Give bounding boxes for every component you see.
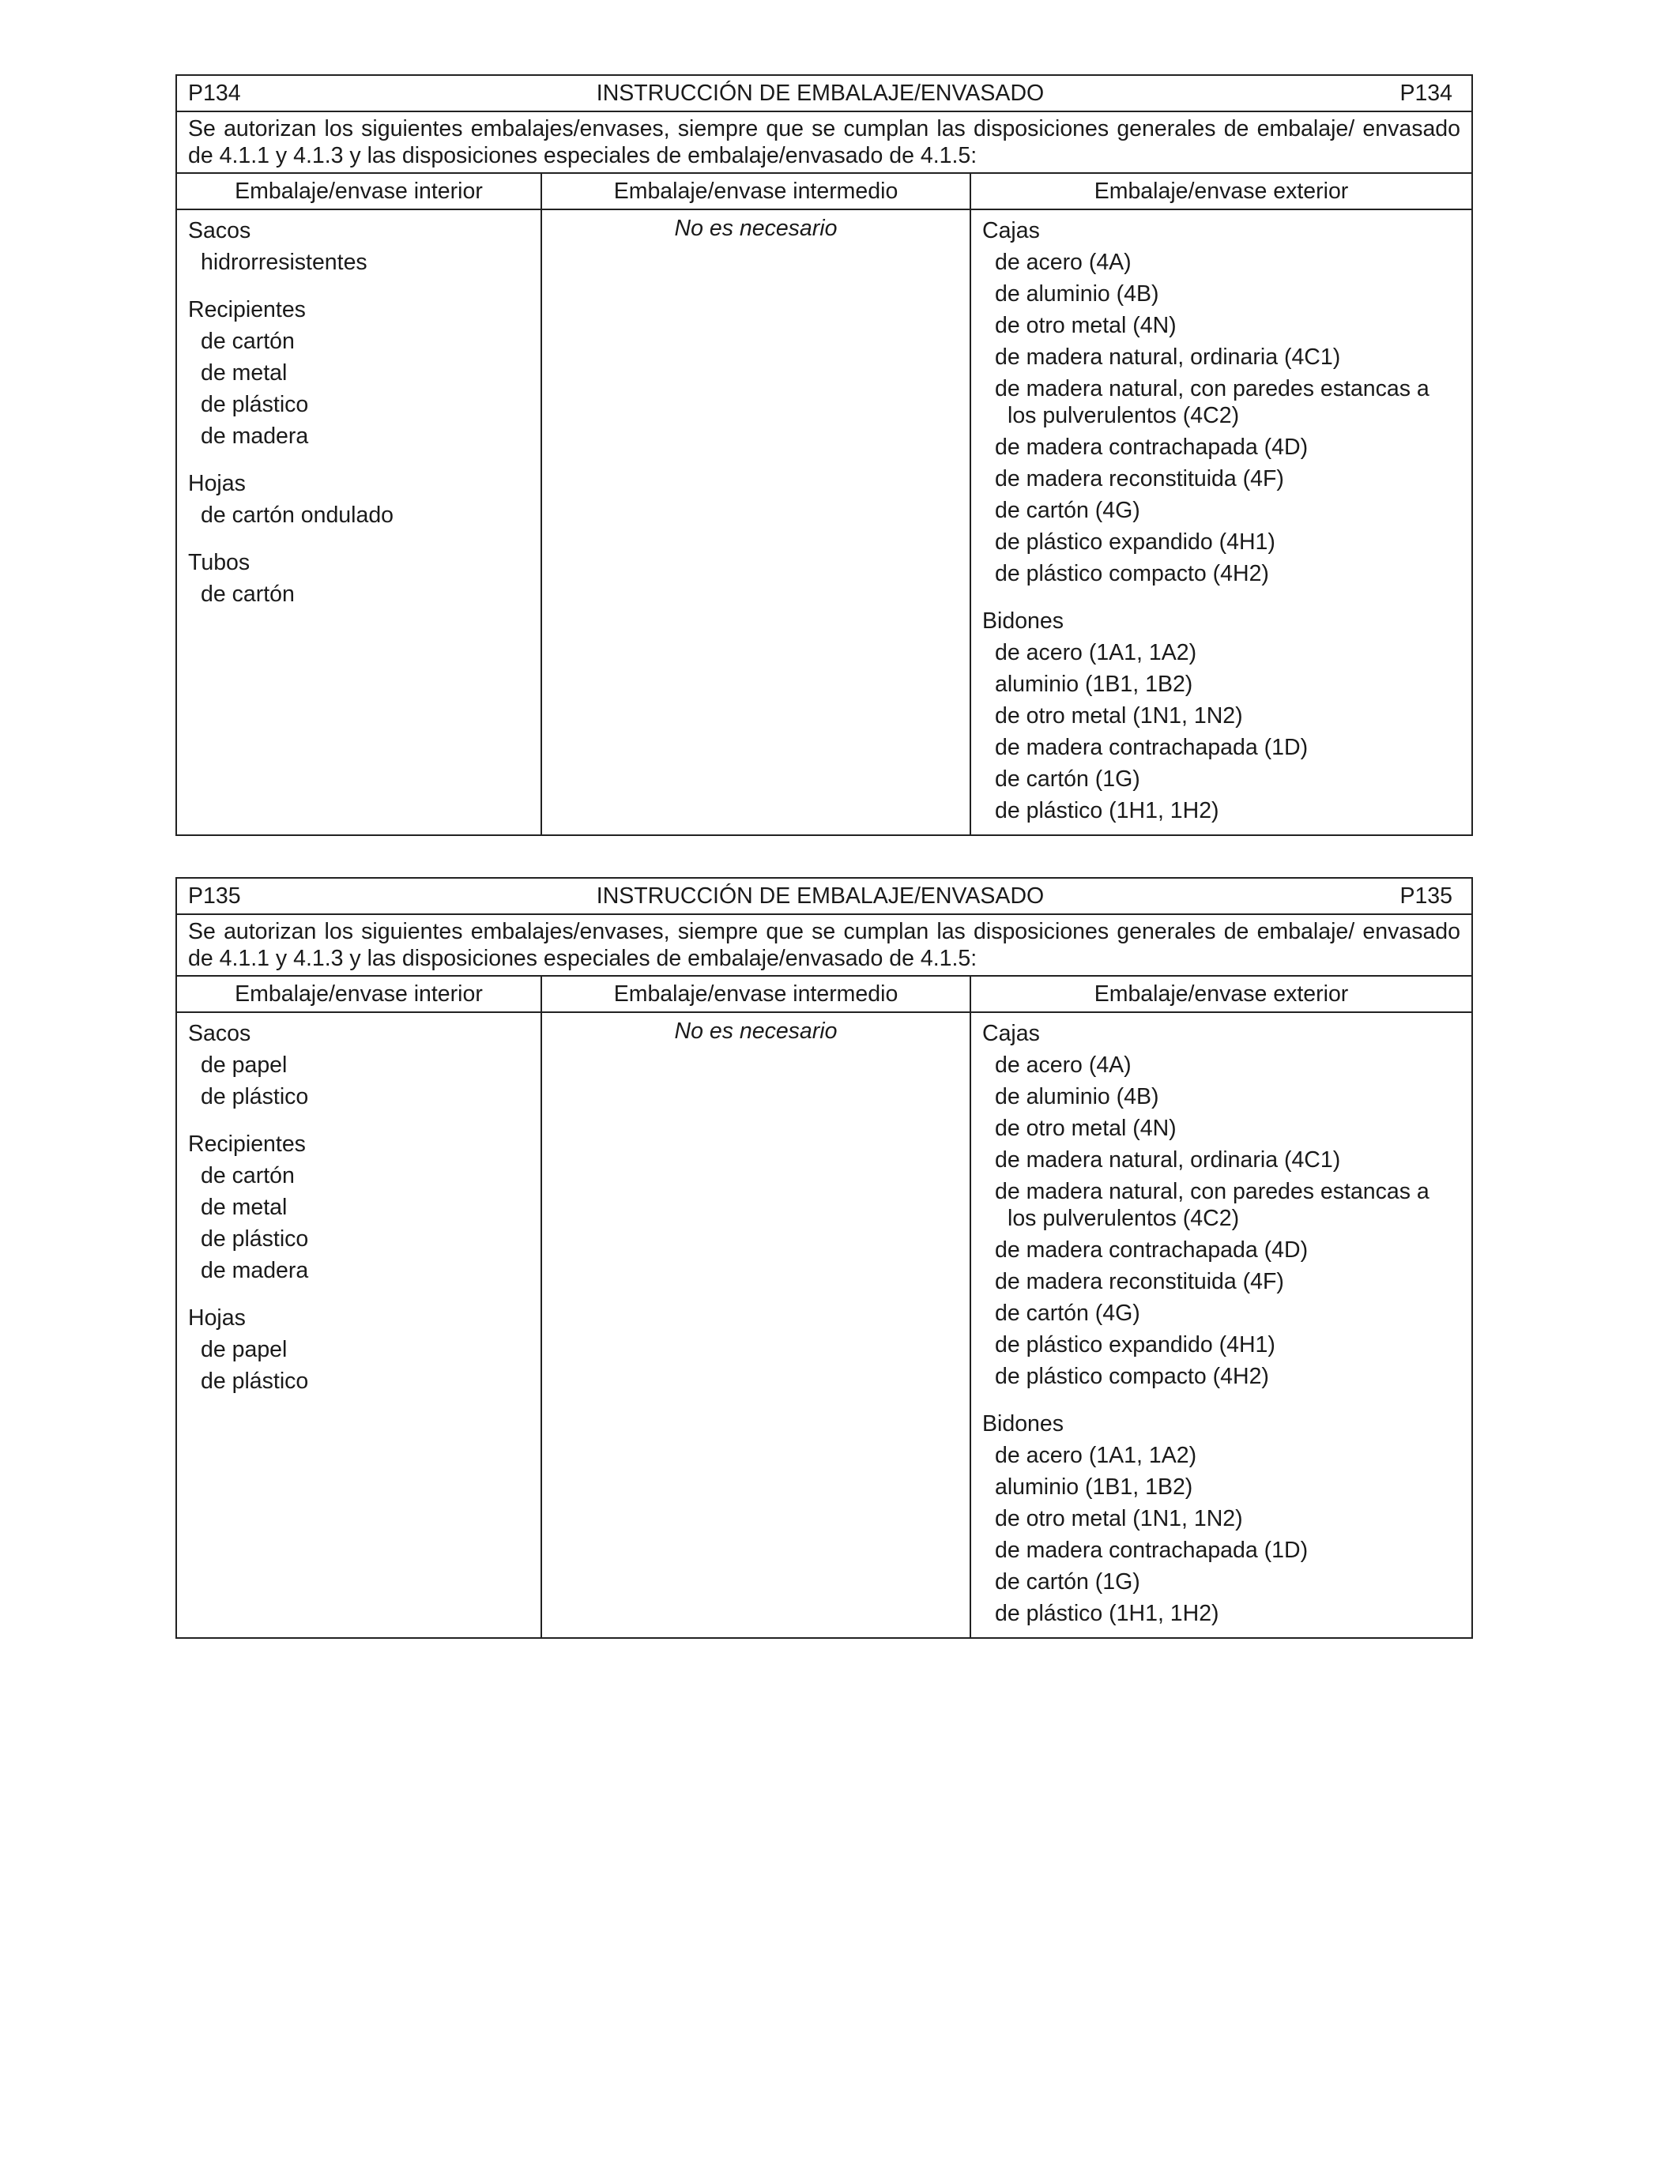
- packaging-item: de madera contrachapada (1D): [995, 735, 1309, 760]
- packaging-item: de cartón (4G): [995, 1301, 1140, 1326]
- packaging-item: de metal: [201, 1195, 288, 1220]
- packaging-item: aluminio (1B1, 1B2): [995, 1474, 1193, 1500]
- inner-packaging-cell: [177, 210, 541, 618]
- packaging-group-title: Bidones: [982, 608, 1064, 634]
- packaging-item: de madera reconstituida (4F): [995, 1269, 1284, 1294]
- packaging-item: de cartón: [201, 582, 295, 607]
- packaging-item: de aluminio (4B): [995, 1084, 1159, 1109]
- packaging-item: de acero (4A): [995, 250, 1132, 275]
- instruction-code-right: P134: [1399, 81, 1452, 106]
- packaging-item: hidrorresistentes: [201, 250, 367, 275]
- packaging-item: de madera: [201, 424, 309, 449]
- packaging-group: [982, 1018, 1460, 1392]
- packaging-item: de madera natural, con paredes estancas a los pulverulentos (4C2): [995, 376, 1430, 428]
- packaging-group-title: Hojas: [188, 471, 246, 496]
- column-header-intermediate: Embalaje/envase intermedio: [541, 976, 970, 1012]
- packaging-item: aluminio (1B1, 1B2): [995, 672, 1193, 697]
- packaging-item: de otro metal (4N): [995, 1116, 1177, 1141]
- column-header-intermediate: Embalaje/envase intermedio: [541, 173, 970, 209]
- packaging-item: de papel: [201, 1052, 288, 1078]
- instruction-header: [177, 76, 1471, 111]
- packaging-item: de papel: [201, 1337, 288, 1362]
- packaging-item: de cartón (1G): [995, 1569, 1140, 1595]
- instruction-title: INSTRUCCIÓN DE EMBALAJE/ENVASADO: [596, 883, 1045, 909]
- packaging-item: de madera: [201, 1258, 309, 1283]
- packaging-item: de plástico: [201, 392, 309, 417]
- instruction-intro: Se autorizan los siguientes embalajes/envases, siempre que se cumplan las disposiciones generales de embalaje/ envasado de 4.1.1 y 4.1.3 y las disposiciones especiales de embalaje/envasado de 4.1.5:: [188, 919, 1460, 971]
- inner-packaging-cell: [177, 1013, 541, 1405]
- instruction-title: INSTRUCCIÓN DE EMBALAJE/ENVASADO: [596, 81, 1045, 106]
- packaging-group-title: Bidones: [982, 1411, 1064, 1437]
- packaging-group-title: Cajas: [982, 218, 1040, 243]
- packing-instruction-table-p135: [175, 877, 1473, 1639]
- packaging-group: [188, 1302, 529, 1397]
- packaging-group: [982, 605, 1460, 827]
- packaging-item: de madera natural, ordinaria (4C1): [995, 345, 1341, 370]
- column-header-inner: Embalaje/envase interior: [176, 173, 541, 209]
- packaging-item: de acero (1A1, 1A2): [995, 1443, 1197, 1468]
- packaging-item: de madera contrachapada (1D): [995, 1538, 1309, 1563]
- instruction-code-left: P134: [188, 81, 241, 106]
- packaging-group: [188, 1128, 529, 1286]
- instruction-intro: Se autorizan los siguientes embalajes/envases, siempre que se cumplan las disposiciones generales de embalaje/ envasado de 4.1.1 y 4.1.3 y las disposiciones especiales de embalaje/envasado de 4.1.5:: [188, 116, 1460, 168]
- column-header-outer: Embalaje/envase exterior: [970, 173, 1472, 209]
- packaging-item: de madera natural, con paredes estancas a los pulverulentos (4C2): [995, 1179, 1430, 1231]
- packaging-group: [982, 215, 1460, 589]
- packaging-group-title: Hojas: [188, 1305, 246, 1331]
- outer-packaging-cell: [971, 210, 1471, 834]
- packaging-item: de cartón (1G): [995, 766, 1140, 792]
- packaging-group: [188, 294, 529, 452]
- packaging-item: de metal: [201, 360, 288, 386]
- packaging-item: de plástico: [201, 1369, 309, 1394]
- packaging-item: de aluminio (4B): [995, 281, 1159, 307]
- packaging-item: de cartón: [201, 329, 295, 354]
- packaging-item: de plástico compacto (4H2): [995, 1364, 1269, 1389]
- packaging-item: de plástico (1H1, 1H2): [995, 1601, 1219, 1626]
- packaging-group-title: Recipientes: [188, 297, 306, 322]
- packaging-group: [982, 1408, 1460, 1629]
- packaging-item: de plástico: [201, 1226, 309, 1252]
- packaging-group: [188, 215, 529, 278]
- packaging-item: de plástico expandido (4H1): [995, 529, 1275, 555]
- packaging-group: [188, 1018, 529, 1113]
- packaging-group: [188, 547, 529, 610]
- intermediate-packaging-cell: No es necesario: [674, 1019, 838, 1044]
- instruction-code-right: P135: [1399, 883, 1452, 909]
- packaging-group: [188, 468, 529, 531]
- packaging-item: de plástico (1H1, 1H2): [995, 798, 1219, 823]
- instruction-header: [177, 879, 1471, 913]
- packaging-item: de madera reconstituida (4F): [995, 466, 1284, 491]
- packaging-group-title: Sacos: [188, 218, 251, 243]
- intermediate-packaging-cell: No es necesario: [674, 216, 838, 241]
- packaging-item: de madera natural, ordinaria (4C1): [995, 1147, 1341, 1173]
- packaging-item: de acero (1A1, 1A2): [995, 640, 1197, 665]
- packaging-item: de otro metal (1N1, 1N2): [995, 1506, 1243, 1531]
- packaging-item: de otro metal (4N): [995, 313, 1177, 338]
- packing-instruction-table-p134: [175, 74, 1473, 836]
- packaging-item: de otro metal (1N1, 1N2): [995, 703, 1243, 729]
- packaging-group-title: Sacos: [188, 1021, 251, 1046]
- packaging-group-title: Cajas: [982, 1021, 1040, 1046]
- packaging-item: de cartón ondulado: [201, 503, 394, 528]
- packaging-group-title: Tubos: [188, 550, 250, 575]
- packaging-item: de madera contrachapada (4D): [995, 435, 1309, 460]
- packaging-item: de acero (4A): [995, 1052, 1132, 1078]
- column-header-outer: Embalaje/envase exterior: [970, 976, 1472, 1012]
- outer-packaging-cell: [971, 1013, 1471, 1637]
- column-header-inner: Embalaje/envase interior: [176, 976, 541, 1012]
- packaging-item: de plástico expandido (4H1): [995, 1332, 1275, 1357]
- instruction-code-left: P135: [188, 883, 241, 909]
- packaging-item: de cartón: [201, 1163, 295, 1188]
- packaging-item: de madera contrachapada (4D): [995, 1237, 1309, 1263]
- packaging-group-title: Recipientes: [188, 1132, 306, 1157]
- packaging-item: de plástico compacto (4H2): [995, 561, 1269, 586]
- packaging-item: de cartón (4G): [995, 498, 1140, 523]
- packaging-item: de plástico: [201, 1084, 309, 1109]
